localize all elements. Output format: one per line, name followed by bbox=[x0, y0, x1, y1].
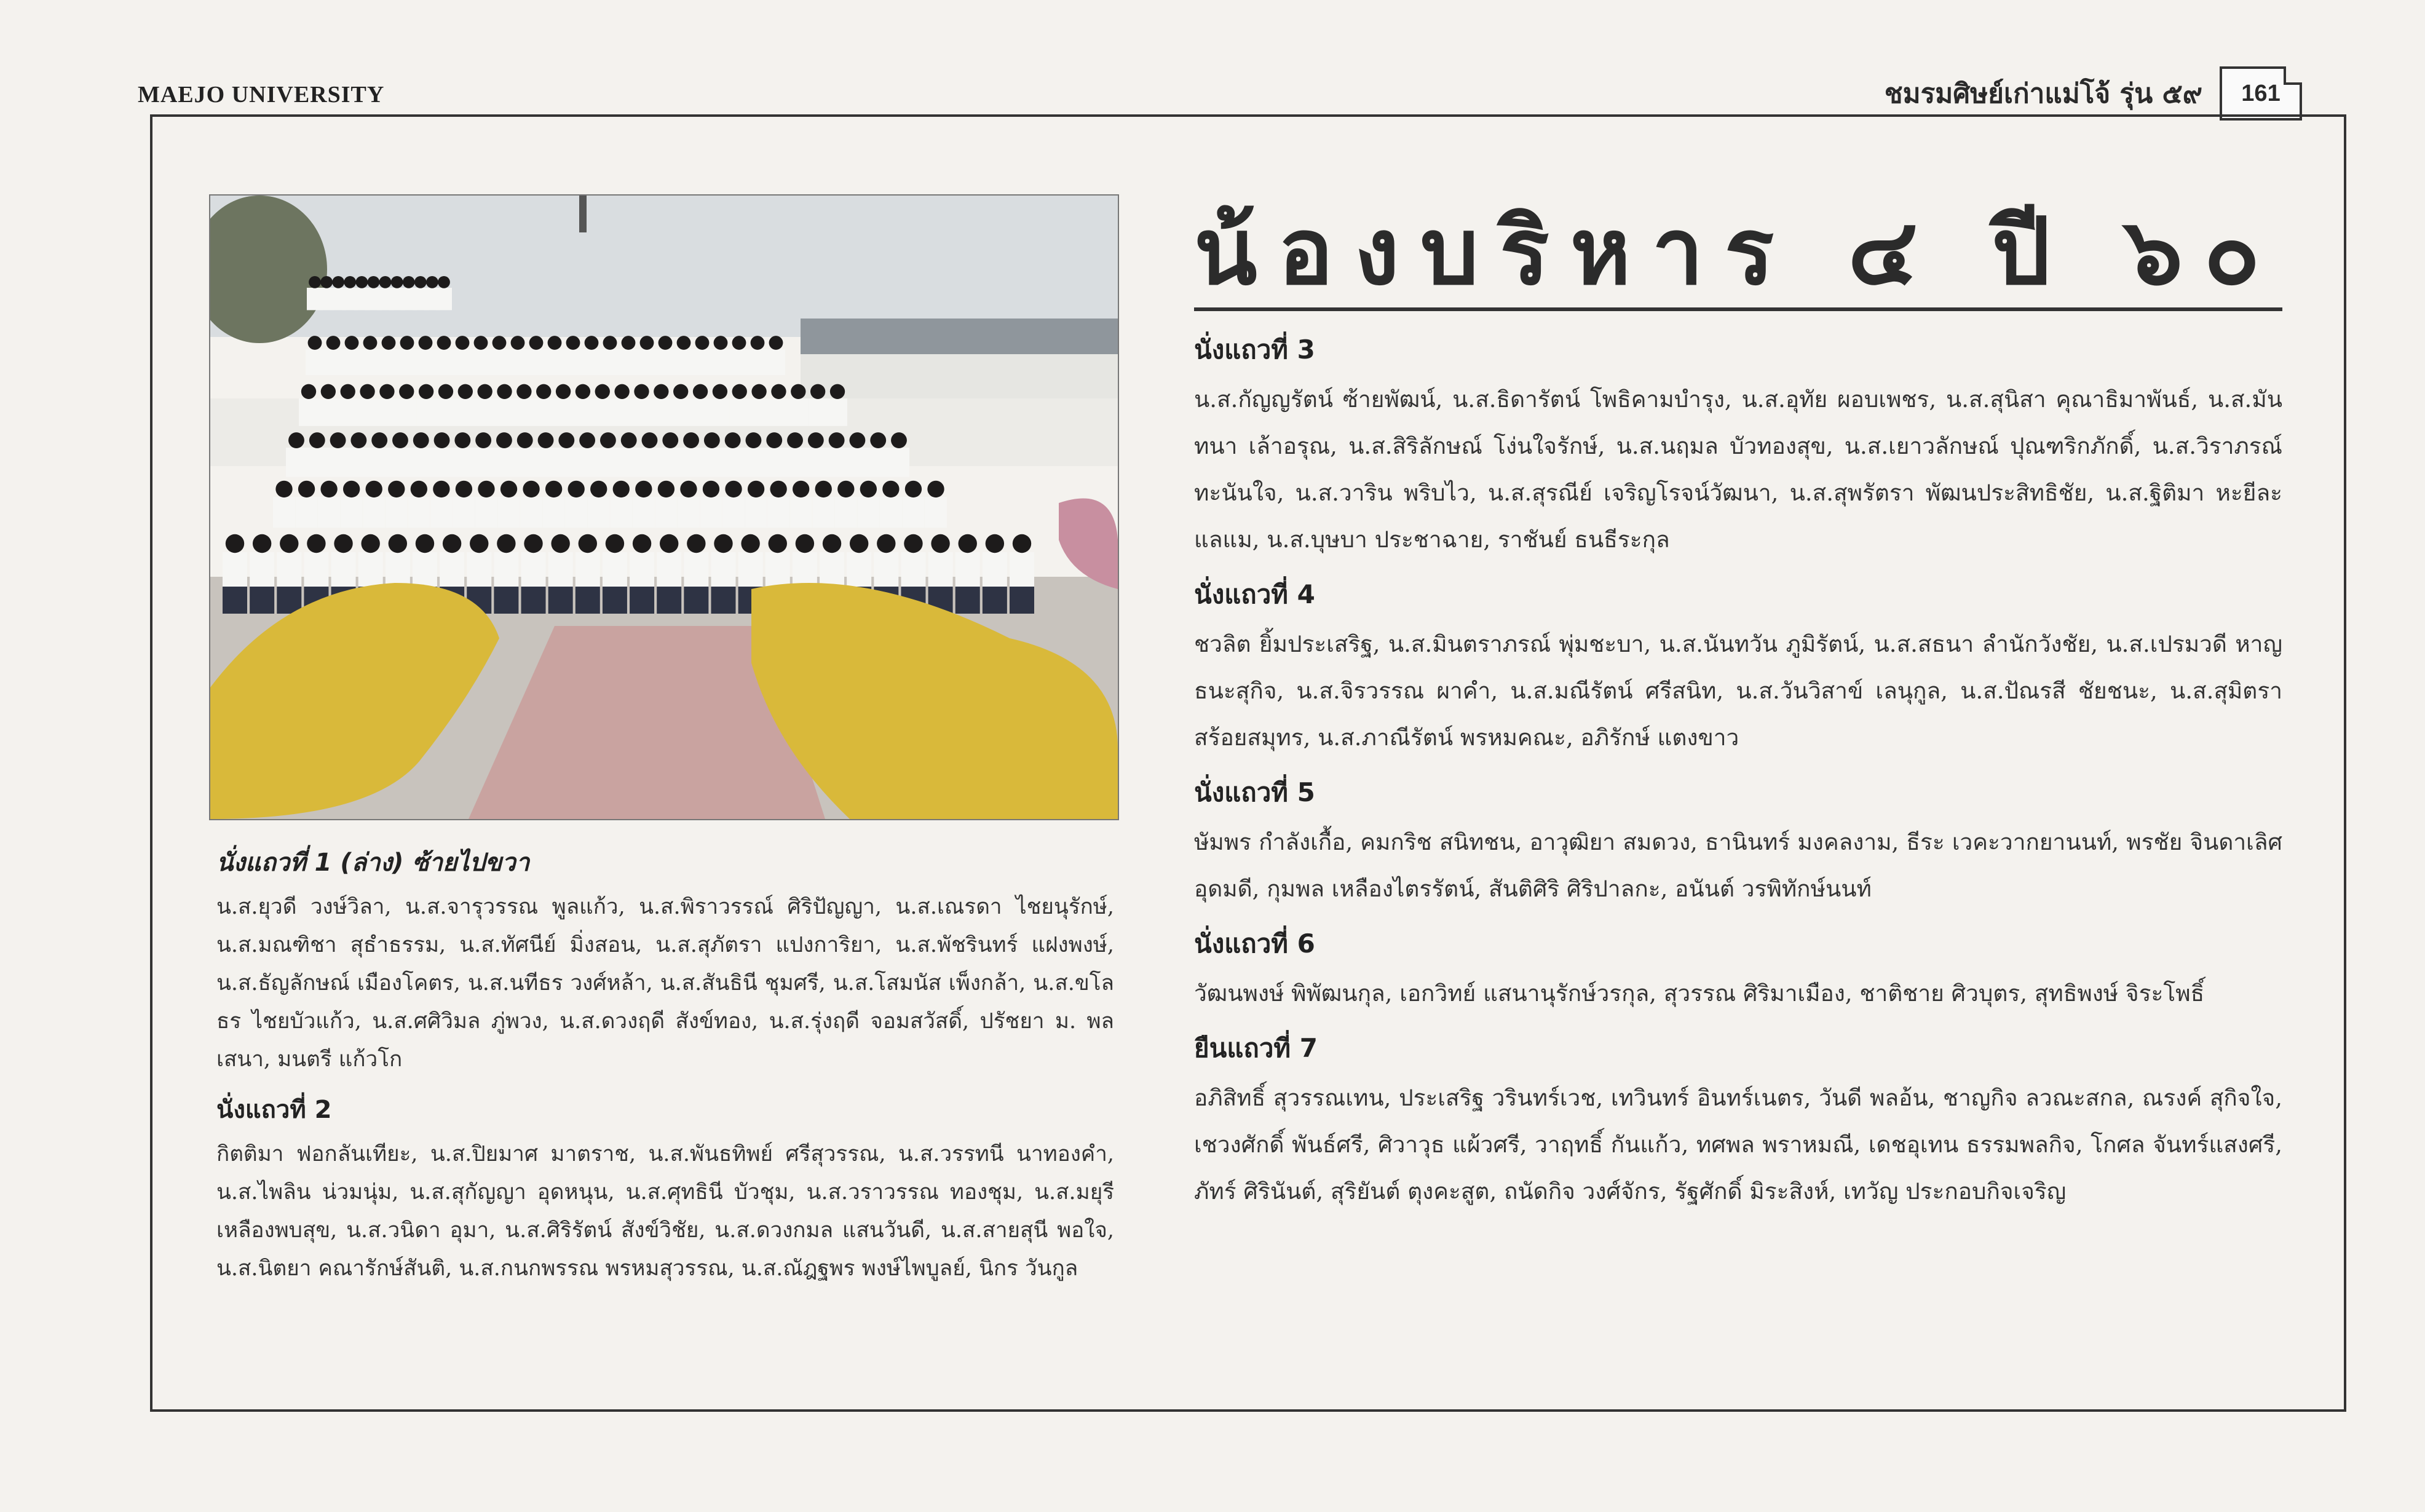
row-3 bbox=[1194, 330, 2282, 563]
row-2-title: นั่งแถวที่ 2 bbox=[216, 1096, 332, 1124]
row-2-names: กิตติมา ฟอกลันเทียะ, น.ส.ปิยมาศ มาตราช, น.ส.พันธทิพย์ ศรีสุวรรณ, น.ส.วรรทนี นาทองคำ, น.ส.ไพลิน น่วมนุ่ม, น.ส.สุกัญญา อุดหนุน, น.ส.ศุทธินี บัวชุม, น.ส.วราวรรณ ทองชุม, น.ส.มยุรี เหลืองพบสุข, น.ส.วนิดา อุมา, น.ส.ศิริรัตน์ สังข์วิชัย, น.ส.ดวงกมล แสนวันดี, น.ส.สายสุนี พอใจ, น.ส.นิตยา คณารักษ์สันติ, น.ส.กนกพรรณ พรหมสุวรรณ, น.ส.ณัฎฐพร พงษ์ไพบูลย์, นิกร วันกูล bbox=[216, 1142, 1114, 1281]
university-name: MAEJO UNIVERSITY bbox=[138, 82, 385, 108]
row-4-title: นั่งแถวที่ 4 bbox=[1194, 579, 1315, 609]
group-photo-icon bbox=[210, 196, 1118, 819]
row-6-title: นั่งแถวที่ 6 bbox=[1194, 928, 1315, 959]
row-5 bbox=[1194, 772, 2282, 912]
club-name: ชมรมศิษย์เก่าแม่โจ้ รุ่น ๕๙ bbox=[1884, 78, 2202, 109]
right-column bbox=[1194, 199, 2282, 1226]
row-3-names: น.ส.กัญญรัตน์ ซ้ายพัฒน์, น.ส.ธิดารัตน์ โพธิคามบำรุง, น.ส.อุทัย ผอบเพชร, น.ส.สุนิสา คุณาธิมาพันธ์, น.ส.มันทนา เล้าอรุณ, น.ส.สิริลักษณ์ โง่นใจรักษ์, น.ส.นฤมล บัวทองสุข, น.ส.เยาวลักษณ์ ปุณฑริกภักดิ์, น.ส.วิราภรณ์ ทะนันใจ, น.ส.วาริน พริบไว, น.ส.สุรณีย์ เจริญโรจน์วัฒนา, น.ส.สุพรัตรา พัฒนประสิทธิชัย, น.ส.ฐิติมา หะยีละแลแม, น.ส.บุษบา ประชาฉาย, ราชันย์ ธนธีระกุล bbox=[1194, 386, 2282, 553]
row-5-title: นั่งแถวที่ 5 bbox=[1194, 777, 1315, 807]
row-4-names: ชวลิต ยิ้มประเสริฐ, น.ส.มินตราภรณ์ พุ่มชะบา, น.ส.นันทวัน ภูมิรัตน์, น.ส.สธนา ลำนักวังชัย, น.ส.เปรมวดี หาญธนะสุกิจ, น.ส.จิรวรรณ ผาคำ, น.ส.มณีรัตน์ ศรีสนิท, น.ส.วันวิสาข์ เลนุกูล, น.ส.ปัณรสี ชัยชนะ, น.ส.สุมิตรา สร้อยสมุทร, น.ส.ภาณีรัตน์ พรหมคณะ, อภิรักษ์ แตงขาว bbox=[1194, 631, 2282, 751]
row-7-names: อภิสิทธิ์ สุวรรณเทน, ประเสริฐ วรินทร์เวช, เทวินทร์ อินทร์เนตร, วันดี พลอ้น, ชาญกิจ ลวณะสกล, ณรงค์ สุกิจใจ, เชวงศักดิ์ พันธ์ศรี, ศิวาวุธ แผ้วศรี, วาฤทธิ์ กันแก้ว, ทศพล พราหมณี, เดชอุเทน ธรรมพลกิจ, โกศล จันทร์แสงศรี, ภัทร์ ศิรินันต์, สุริยันต์ ตุงคะสูต, ถนัดกิจ วงศ์จักร, รัฐศักดิ์ มิระสิงห์, เทวัญ ประกอบกิจเจริญ bbox=[1194, 1085, 2282, 1205]
row-1-names: น.ส.ยุวดี วงษ์วิลา, น.ส.จารุวรรณ พูลแก้ว, น.ส.พิราวรรณ์ ศิริปัญญา, น.ส.เณรดา ไชยนุรักษ์, น.ส.มณฑิชา สุธำธรรม, น.ส.ทัศนีย์ มิ่งสอน, น.ส.สุภัตรา แปงการิยา, น.ส.พัชรินทร์ แฝงพงษ์, น.ส.ธัญลักษณ์ เมืองโคตร, น.ส.นทีธร วงศ์หล้า, น.ส.สันธินี ชุมศรี, น.ส.โสมนัส เพ็งกล้า, น.ส.ขโลธร ไชยบัวแก้ว, น.ส.ศศิวิมล ภู่พวง, น.ส.ดวงฤดี สังข์ทอง, น.ส.รุ่งฤดี จอมสวัสดิ์, ปรัชยา ม. พลเสนา, มนตรี แก้วโก bbox=[216, 895, 1114, 1072]
row-7-title: ยืนแถวที่ 7 bbox=[1194, 1033, 1318, 1063]
row-1 bbox=[216, 842, 1114, 1079]
row-4 bbox=[1194, 574, 2282, 761]
row-6 bbox=[1194, 924, 2282, 1017]
page-number: 161 bbox=[2220, 66, 2302, 121]
page-header bbox=[1885, 66, 2302, 121]
row-3-title: นั่งแถวที่ 3 bbox=[1194, 334, 1315, 365]
row-7 bbox=[1194, 1028, 2282, 1215]
row-5-names: ษัมพร กำลังเกื้อ, คมกริช สนิทชน, อาวุฒิยา สมดวง, ธานินทร์ มงคลงาม, ธีระ เวคะวากยานนท์, พรชัย จินดาเลิศอุดมดี, กุมพล เหลืองไตรรัตน์, สันติศิริ ศิริปาลกะ, อนันต์ วรพิทักษ์นนท์ bbox=[1194, 829, 2282, 902]
page-title: น้องบริหาร ๔ ปี ๖๐ bbox=[1194, 203, 2282, 311]
row-1-title: นั่งแถวที่ 1 (ล่าง) ซ้ายไปขวา bbox=[216, 849, 530, 877]
row-2 bbox=[216, 1090, 1114, 1288]
left-column bbox=[216, 842, 1114, 1299]
group-photo bbox=[210, 196, 1118, 819]
row-6-names: วัฒนพงษ์ พิพัฒนกุล, เอกวิทย์ แสนานุรักษ์วรกุล, สุวรรณ ศิริมาเมือง, ชาติชาย ศิวบุตร, สุทธิพงษ์ จิระโพธิ์ bbox=[1194, 980, 2205, 1007]
